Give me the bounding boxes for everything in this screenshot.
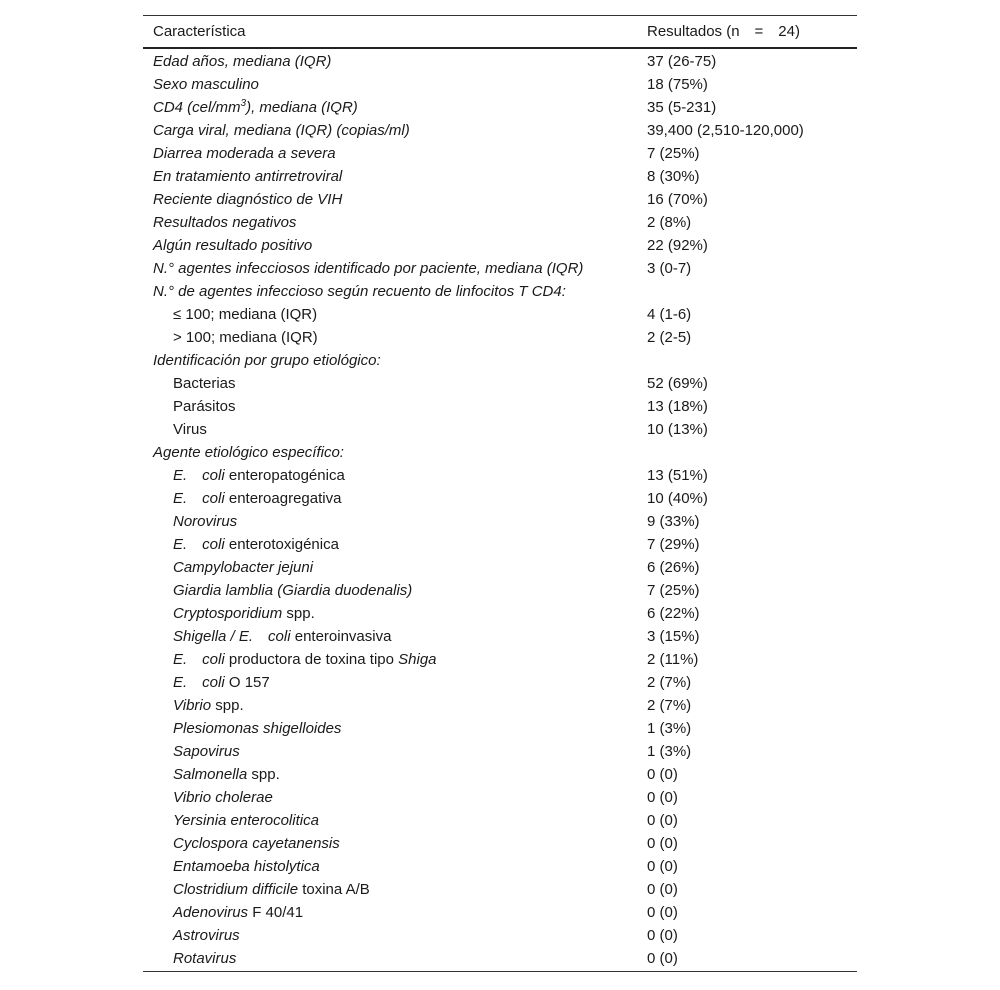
row-characteristic — [143, 763, 647, 786]
row-result-value: 35 (5-231) — [647, 99, 717, 116]
table-row — [143, 832, 857, 855]
characteristic-text: ≤ 100; mediana (IQR) — [173, 306, 318, 323]
row-result-value: 22 (92%) — [647, 237, 708, 254]
row-characteristic — [143, 441, 647, 464]
characteristic-text: En tratamiento antirretroviral — [153, 168, 343, 185]
row-result-value: 0 (0) — [647, 904, 678, 921]
table-row — [143, 579, 857, 602]
row-characteristic — [143, 648, 647, 671]
table-body — [143, 49, 857, 971]
characteristic-text: spp. — [282, 605, 315, 622]
table-row — [143, 924, 857, 947]
characteristic-text: Astrovirus — [173, 927, 240, 944]
row-characteristic — [143, 579, 647, 602]
row-characteristic — [143, 50, 647, 73]
row-characteristic — [143, 832, 647, 855]
row-result-value: 7 (25%) — [647, 145, 700, 162]
characteristic-text: Sapovirus — [173, 743, 240, 760]
table-row — [143, 349, 857, 372]
row-result-value — [647, 349, 857, 372]
characteristic-text: N.° de agentes infeccioso según recuento de linfocitos T CD4: — [153, 283, 566, 300]
table-row — [143, 96, 857, 119]
characteristic-text: enterotoxigénica — [224, 536, 339, 553]
characteristic-text: Shiga — [398, 651, 437, 668]
row-result-value: 6 (26%) — [647, 559, 700, 576]
characteristic-text: Parásitos — [173, 398, 236, 415]
row-characteristic — [143, 257, 647, 280]
table-row — [143, 464, 857, 487]
table-row — [143, 625, 857, 648]
characteristic-text: Shigella / E. coli — [173, 628, 291, 645]
row-characteristic — [143, 234, 647, 257]
row-result-value: 13 (51%) — [647, 467, 708, 484]
row-characteristic — [143, 165, 647, 188]
row-characteristic — [143, 464, 647, 487]
row-result-value: 8 (30%) — [647, 168, 700, 185]
characteristic-text: ), mediana (IQR) — [246, 99, 358, 116]
table-row — [143, 556, 857, 579]
row-characteristic — [143, 188, 647, 211]
characteristic-text: E. coli — [173, 674, 225, 691]
row-result-value: 2 (7%) — [647, 674, 692, 691]
characteristic-text: E. coli — [173, 651, 225, 668]
table-row — [143, 533, 857, 556]
row-characteristic — [143, 717, 647, 740]
characteristic-text: Vibrio — [173, 697, 212, 714]
row-characteristic — [143, 349, 647, 372]
row-result-value — [647, 280, 857, 303]
table-row — [143, 372, 857, 395]
characteristic-text: enteroagregativa — [224, 490, 342, 507]
table-row — [143, 855, 857, 878]
row-result-value: 39,400 (2,510-120,000) — [647, 122, 804, 139]
characteristic-text: Yersinia enterocolitica — [173, 812, 319, 829]
row-characteristic — [143, 786, 647, 809]
characteristic-text: Edad años, mediana (IQR) — [153, 53, 332, 70]
table-row — [143, 188, 857, 211]
header-characteristic: Característica — [153, 23, 246, 40]
characteristic-text: E. coli — [173, 490, 225, 507]
characteristic-text: Rotavirus — [173, 950, 237, 967]
row-characteristic — [143, 211, 647, 234]
table-row — [143, 648, 857, 671]
table-row — [143, 119, 857, 142]
row-result-value: 0 (0) — [647, 881, 678, 898]
table-row — [143, 73, 857, 96]
row-result-value: 7 (25%) — [647, 582, 700, 599]
characteristic-text: Clostridium difficile — [173, 881, 299, 898]
characteristic-text: CD4 (cel/mm — [153, 99, 241, 116]
characteristic-text: O 157 — [224, 674, 270, 691]
row-characteristic — [143, 418, 647, 441]
table-row — [143, 303, 857, 326]
characteristic-text: productora de toxina tipo — [224, 651, 399, 668]
table-row — [143, 234, 857, 257]
row-result-value: 0 (0) — [647, 789, 678, 806]
row-characteristic — [143, 878, 647, 901]
row-characteristic — [143, 533, 647, 556]
header-results: Resultados (n = 24) — [647, 23, 800, 40]
table-row — [143, 395, 857, 418]
table-bottom-rule — [143, 971, 857, 972]
table-row — [143, 487, 857, 510]
row-result-value: 2 (8%) — [647, 214, 692, 231]
row-characteristic — [143, 740, 647, 763]
table-header-row — [143, 16, 857, 47]
table-row — [143, 50, 857, 73]
results-table — [143, 15, 857, 972]
characteristic-text: Adenovirus — [173, 904, 249, 921]
characteristic-text: Algún resultado positivo — [153, 237, 313, 254]
row-result-value: 9 (33%) — [647, 513, 700, 530]
table-row — [143, 165, 857, 188]
characteristic-text: spp. — [247, 766, 280, 783]
row-characteristic — [143, 487, 647, 510]
row-result-value: 7 (29%) — [647, 536, 700, 553]
row-result-value: 10 (40%) — [647, 490, 708, 507]
characteristic-text: Reciente diagnóstico de VIH — [153, 191, 343, 208]
row-characteristic — [143, 694, 647, 717]
row-result-value: 6 (22%) — [647, 605, 700, 622]
row-characteristic — [143, 556, 647, 579]
table-row — [143, 878, 857, 901]
row-characteristic — [143, 855, 647, 878]
table-row — [143, 142, 857, 165]
row-result-value: 0 (0) — [647, 766, 678, 783]
table-row — [143, 441, 857, 464]
row-characteristic — [143, 947, 647, 970]
characteristic-text: > 100; mediana (IQR) — [173, 329, 318, 346]
characteristic-text: Resultados negativos — [153, 214, 297, 231]
characteristic-text: toxina A/B — [298, 881, 370, 898]
characteristic-text: Norovirus — [173, 513, 238, 530]
characteristic-text: N.° agentes infecciosos identificado por paciente, mediana (IQR) — [153, 260, 584, 277]
characteristic-text: enteropatogénica — [224, 467, 345, 484]
row-result-value: 0 (0) — [647, 812, 678, 829]
characteristic-text: Salmonella — [173, 766, 248, 783]
row-result-value: 0 (0) — [647, 950, 678, 967]
row-characteristic — [143, 510, 647, 533]
characteristic-text: E. coli — [173, 536, 225, 553]
table-row — [143, 602, 857, 625]
row-result-value: 0 (0) — [647, 927, 678, 944]
characteristic-text: Campylobacter jejuni — [173, 559, 314, 576]
table-row — [143, 809, 857, 832]
row-result-value: 0 (0) — [647, 835, 678, 852]
row-result-value: 10 (13%) — [647, 421, 708, 438]
row-result-value: 0 (0) — [647, 858, 678, 875]
characteristic-text: Giardia lamblia (Giardia duodenalis) — [173, 582, 413, 599]
row-characteristic — [143, 395, 647, 418]
row-result-value: 2 (11%) — [647, 651, 699, 668]
characteristic-text: Sexo masculino — [153, 76, 259, 93]
row-characteristic — [143, 326, 647, 349]
characteristic-text: F 40/41 — [248, 904, 304, 921]
row-characteristic — [143, 809, 647, 832]
characteristic-text: Diarrea moderada a severa — [153, 145, 336, 162]
table-row — [143, 418, 857, 441]
row-characteristic — [143, 924, 647, 947]
row-characteristic — [143, 671, 647, 694]
row-characteristic — [143, 73, 647, 96]
table-row — [143, 280, 857, 303]
characteristic-text: Cryptosporidium — [173, 605, 283, 622]
table-row — [143, 694, 857, 717]
table-row — [143, 671, 857, 694]
row-result-value: 4 (1-6) — [647, 306, 692, 323]
row-result-value — [647, 441, 857, 464]
row-result-value: 16 (70%) — [647, 191, 708, 208]
characteristic-text: Identificación por grupo etiológico: — [153, 352, 381, 369]
table-row — [143, 947, 857, 970]
characteristic-text: E. coli — [173, 467, 225, 484]
row-result-value: 37 (26-75) — [647, 53, 717, 70]
characteristic-text: enteroinvasiva — [290, 628, 392, 645]
characteristic-text: Entamoeba histolytica — [173, 858, 320, 875]
row-characteristic — [143, 119, 647, 142]
row-result-value: 1 (3%) — [647, 743, 692, 760]
table-row — [143, 763, 857, 786]
row-result-value: 2 (2-5) — [647, 329, 692, 346]
characteristic-text: Plesiomonas shigelloides — [173, 720, 342, 737]
row-result-value: 3 (0-7) — [647, 260, 692, 277]
table-row — [143, 901, 857, 924]
characteristic-text: Carga viral, mediana (IQR) (copias/ml) — [153, 122, 410, 139]
table-row — [143, 211, 857, 234]
row-result-value: 1 (3%) — [647, 720, 692, 737]
table-row — [143, 257, 857, 280]
row-result-value: 3 (15%) — [647, 628, 700, 645]
row-result-value: 52 (69%) — [647, 375, 708, 392]
characteristic-text: Virus — [173, 421, 207, 438]
row-characteristic — [143, 901, 647, 924]
row-characteristic — [143, 372, 647, 395]
characteristic-text: Bacterias — [173, 375, 236, 392]
characteristic-text: Agente etiológico específico: — [153, 444, 344, 461]
characteristic-text: spp. — [211, 697, 244, 714]
row-characteristic — [143, 303, 647, 326]
characteristic-text: Vibrio cholerae — [173, 789, 273, 806]
table-row — [143, 510, 857, 533]
characteristic-text: Cyclospora cayetanensis — [173, 835, 340, 852]
row-result-value: 13 (18%) — [647, 398, 708, 415]
superscript-text: 3 — [240, 98, 247, 109]
table-row — [143, 786, 857, 809]
row-result-value: 2 (7%) — [647, 697, 692, 714]
row-characteristic — [143, 602, 647, 625]
table-row — [143, 717, 857, 740]
row-characteristic — [143, 625, 647, 648]
row-characteristic — [143, 142, 647, 165]
row-characteristic — [143, 96, 647, 119]
row-characteristic — [143, 280, 647, 303]
row-result-value: 18 (75%) — [647, 76, 708, 93]
table-row — [143, 740, 857, 763]
table-row — [143, 326, 857, 349]
